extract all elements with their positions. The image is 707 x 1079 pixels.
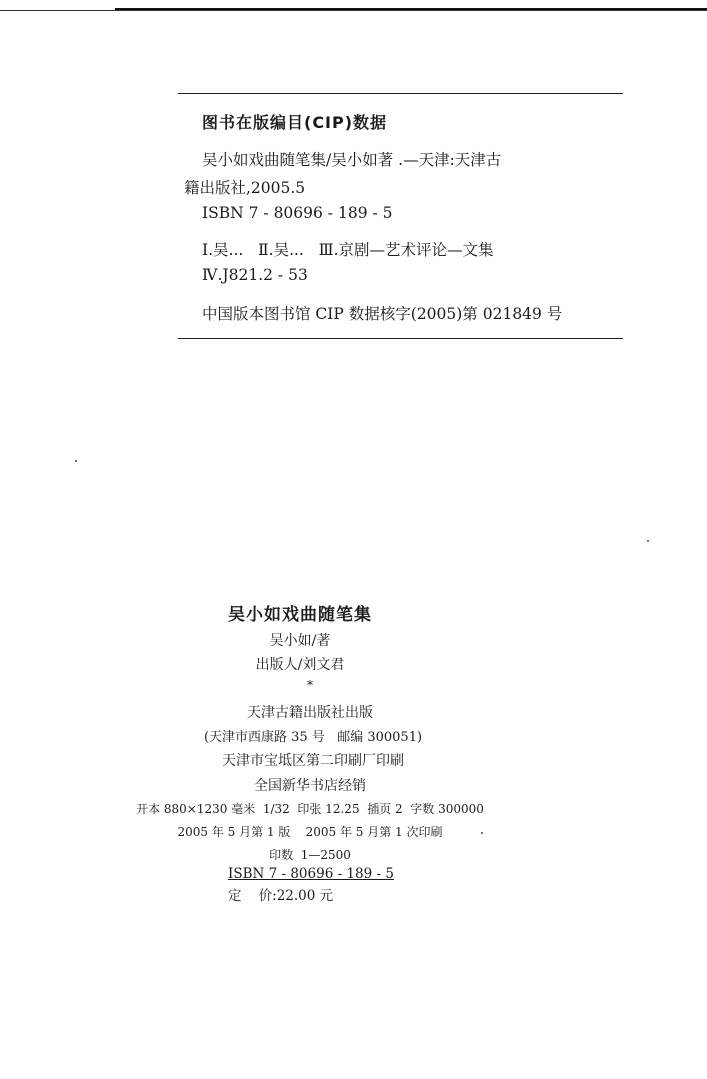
scan-speck [75, 460, 77, 462]
scan-edge-line [0, 10, 707, 11]
edition-line: 2005 年 5 月第 1 版 2005 年 5 月第 1 次印刷 [177, 825, 443, 839]
cip-entry-line-1: 吴小如戏曲随笔集/吴小如著 .—天津:天津古 [202, 151, 502, 169]
scan-speck [647, 540, 649, 542]
colophon-isbn: ISBN 7 - 80696 - 189 - 5 [228, 866, 394, 882]
scan-edge-line-dark [115, 8, 707, 10]
specs-line: 开本 880×1230 毫米 1/32 印张 12.25 插页 2 字数 300000 [136, 802, 484, 816]
book-title: 吴小如戏曲随笔集 [228, 605, 372, 625]
cip-subjects: Ⅰ.吴... Ⅱ.吴... Ⅲ.京剧—艺术评论—文集 [202, 241, 494, 259]
publisher-line: 天津古籍出版社出版 [247, 705, 373, 721]
cip-bottom-rule [178, 338, 623, 339]
cip-classification: Ⅳ.J821.2 - 53 [202, 266, 308, 284]
cip-record-number: 中国版本图书馆 CIP 数据核字(2005)第 021849 号 [202, 305, 563, 323]
price-line: 定 价:22.00 元 [228, 888, 334, 904]
cip-entry-line-2: 籍出版社,2005.5 [184, 179, 306, 197]
printer-line: 天津市宝坻区第二印刷厂印刷 [222, 753, 404, 769]
print-run-line: 印数 1—2500 [269, 848, 351, 862]
author-line: 吴小如/著 [269, 633, 331, 649]
colophon-isbn-block [228, 866, 394, 904]
distributor-line: 全国新华书店经销 [254, 778, 366, 794]
scan-speck [481, 832, 483, 834]
publisher-person-line: 出版人/刘文君 [255, 657, 345, 673]
address-line: (天津市西康路 35 号 邮编 300051) [203, 730, 423, 745]
cip-top-rule [178, 93, 623, 94]
cip-heading: 图书在版编目(CIP)数据 [202, 113, 388, 132]
separator-asterisk: * [307, 678, 313, 692]
cip-isbn: ISBN 7 - 80696 - 189 - 5 [202, 204, 393, 222]
